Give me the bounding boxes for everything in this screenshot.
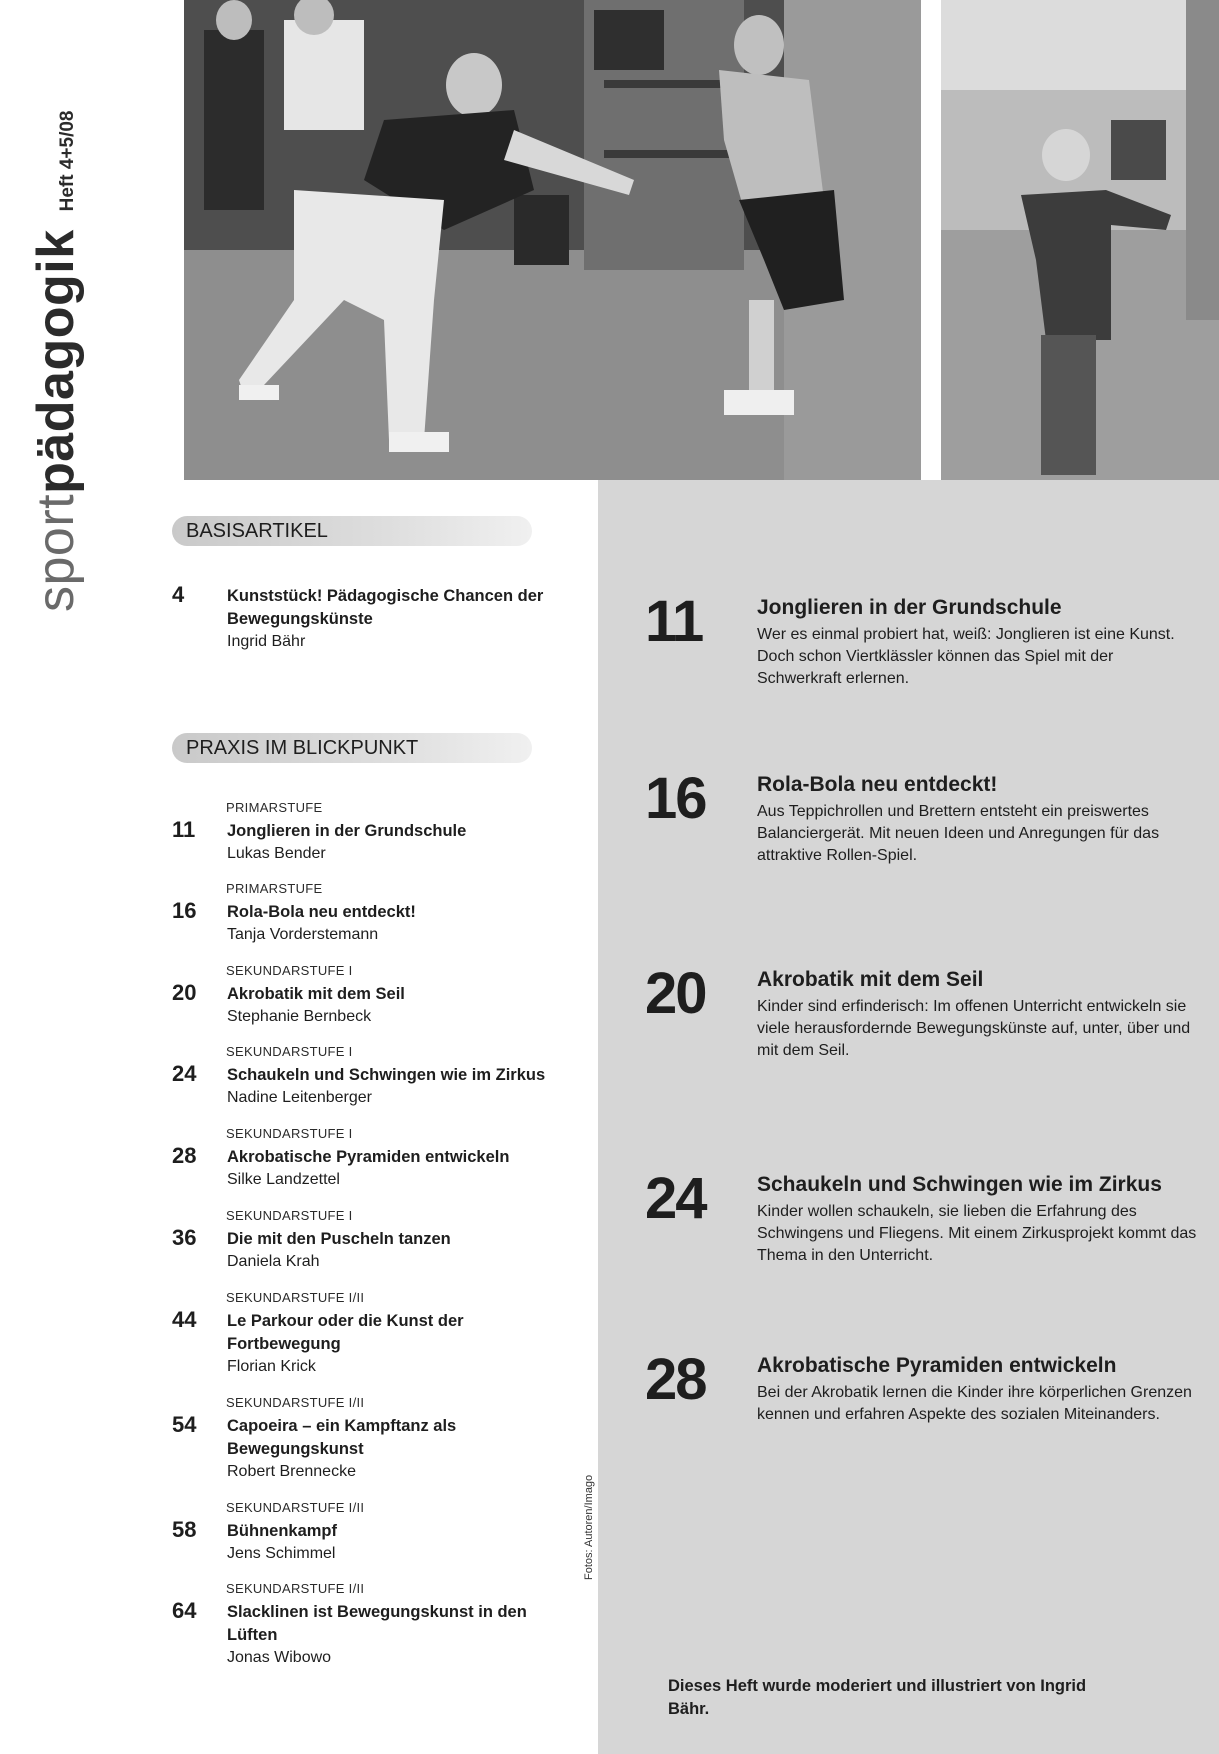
- toc-entry[interactable]: [172, 1290, 582, 1380]
- feature-entry[interactable]: [645, 589, 1205, 687]
- toc-level: SEKUNDARSTUFE I/II: [226, 1290, 365, 1305]
- feature-description: Wer es einmal probiert hat, weiß: Jonglieren ist eine Kunst. Doch schon Viertklässler können das Spiel mit der Schwerkraft erlernen.: [757, 626, 1175, 687]
- toc-level: SEKUNDARSTUFE I/II: [226, 1581, 365, 1596]
- feature-title: Akrobatik mit dem Seil: [757, 968, 984, 991]
- toc-entry[interactable]: [172, 1500, 582, 1566]
- feature-entry[interactable]: [645, 766, 1205, 864]
- toc-level: SEKUNDARSTUFE I: [226, 1208, 353, 1223]
- toc-title: Rola-Bola neu entdeckt!: [227, 903, 416, 921]
- toc-page-number: 4: [172, 582, 185, 607]
- toc-author: Nadine Leitenberger: [227, 1089, 372, 1106]
- section-praxis-im-blickpunkt: PRAXIS IM BLICKPUNKT: [172, 733, 532, 763]
- feature-page-number: 28: [645, 1347, 706, 1412]
- toc-page-number: 11: [172, 817, 196, 842]
- toc-level: PRIMARSTUFE: [226, 881, 323, 896]
- feature-title: Rola-Bola neu entdeckt!: [757, 773, 998, 796]
- toc-level: SEKUNDARSTUFE I: [226, 963, 353, 978]
- feature-entry[interactable]: [645, 1166, 1205, 1264]
- feature-entry[interactable]: [645, 961, 1205, 1059]
- photo-credit: Fotos: Autoren/Imago: [583, 1474, 595, 1580]
- feature-page-number: 11: [645, 589, 703, 654]
- section-basisartikel: BASISARTIKEL: [172, 516, 532, 546]
- toc-title: Jonglieren in der Grundschule: [227, 822, 467, 840]
- toc-page-number: 28: [172, 1143, 197, 1168]
- toc-entry[interactable]: [172, 1044, 582, 1110]
- toc-title: Bühnenkampf: [227, 1522, 338, 1540]
- toc-author: Jens Schimmel: [227, 1545, 336, 1562]
- toc-level: PRIMARSTUFE: [226, 800, 323, 815]
- toc-entry[interactable]: [172, 800, 582, 866]
- photo-slackline-illustration: [941, 0, 1219, 480]
- toc-author: Robert Brennecke: [227, 1463, 356, 1480]
- feature-title: Jonglieren in der Grundschule: [757, 596, 1062, 619]
- toc-author: Florian Krick: [227, 1358, 316, 1375]
- toc-entry[interactable]: [172, 1581, 582, 1671]
- toc-entry[interactable]: [172, 963, 582, 1029]
- toc-page-number: 44: [172, 1307, 197, 1332]
- toc-page-number: 58: [172, 1517, 197, 1542]
- toc-page-number: 54: [172, 1412, 197, 1437]
- toc-level: SEKUNDARSTUFE I/II: [226, 1500, 365, 1515]
- feature-description: Bei der Akrobatik lernen die Kinder ihre körperlichen Grenzen kennen und erfahren Aspekte des sozialen Miteinanders.: [757, 1384, 1192, 1423]
- photo-dance-hall: [184, 0, 921, 480]
- toc-author: Jonas Wibowo: [227, 1649, 332, 1666]
- feature-entry[interactable]: [645, 1347, 1205, 1444]
- feature-description: Kinder sind erfinderisch: Im offenen Unterricht entwickeln sie viele herausfordernde Bewegungskünste auf, unter, über und mit dem Seil.: [757, 998, 1191, 1059]
- toc-entry[interactable]: [172, 1126, 582, 1192]
- toc-page-number: 20: [172, 980, 197, 1005]
- feature-page-number: 20: [645, 961, 706, 1026]
- issue-number: Heft 4+5/08: [57, 110, 78, 212]
- toc-entry[interactable]: [172, 1208, 582, 1274]
- feature-page-number: 16: [645, 766, 706, 831]
- toc-author: Ingrid Bähr: [227, 633, 306, 650]
- brand-name: sportpädagogik: [27, 229, 85, 612]
- feature-title: Schaukeln und Schwingen wie im Zirkus: [757, 1173, 1162, 1196]
- toc-page-number: 16: [172, 898, 197, 923]
- toc-title: Le Parkour oder die Kunst der Fortbewegung: [227, 1312, 464, 1353]
- toc-title: Die mit den Puscheln tanzen: [227, 1230, 451, 1248]
- toc-title: Akrobatik mit dem Seil: [227, 985, 405, 1003]
- toc-page-number: 24: [172, 1061, 197, 1086]
- toc-title: Capoeira – ein Kampftanz als Bewegungskunst: [227, 1417, 457, 1458]
- toc-author: Stephanie Bernbeck: [227, 1008, 372, 1025]
- toc-level: SEKUNDARSTUFE I/II: [226, 1395, 365, 1410]
- toc-level: SEKUNDARSTUFE I: [226, 1044, 353, 1059]
- editor-note: Dieses Heft wurde moderiert und illustriert von Ingrid Bähr.: [668, 1677, 1087, 1718]
- magazine-brand: [26, 110, 86, 612]
- toc-title: Akrobatische Pyramiden entwickeln: [227, 1148, 510, 1166]
- toc-author: Lukas Bender: [227, 845, 326, 862]
- toc-level: SEKUNDARSTUFE I: [226, 1126, 353, 1141]
- toc-entry[interactable]: [172, 1395, 582, 1485]
- feature-description: Kinder wollen schaukeln, sie lieben die Erfahrung des Schwingens und Fliegens. Mit einem Zirkusprojekt kommt das Thema in den Unterricht.: [757, 1203, 1197, 1264]
- photo-slackline-outdoor: [941, 0, 1219, 480]
- toc-title: Slacklinen ist Bewegungskunst in den Lüften: [227, 1603, 527, 1644]
- feature-description: Aus Teppichrollen und Brettern entsteht ein preiswertes Balanciergerät. Mit neuen Ideen und Anregungen für das attraktive Rollen-Spiel.: [757, 803, 1160, 864]
- feature-page-number: 24: [645, 1166, 706, 1231]
- feature-title: Akrobatische Pyramiden entwickeln: [757, 1354, 1117, 1377]
- toc-title: Schaukeln und Schwingen wie im Zirkus: [227, 1066, 546, 1084]
- toc-page-number: 64: [172, 1598, 197, 1623]
- toc-page-number: 36: [172, 1225, 197, 1250]
- toc-entry[interactable]: [172, 881, 582, 947]
- toc-entry-basis[interactable]: [172, 582, 582, 652]
- toc-title: Kunststück! Pädagogische Chancen der Bewegungskünste: [227, 587, 544, 628]
- toc-author: Tanja Vorderstemann: [227, 926, 379, 943]
- photo-dance-hall-illustration: [184, 0, 921, 480]
- toc-author: Silke Landzettel: [227, 1171, 340, 1188]
- toc-author: Daniela Krah: [227, 1253, 320, 1270]
